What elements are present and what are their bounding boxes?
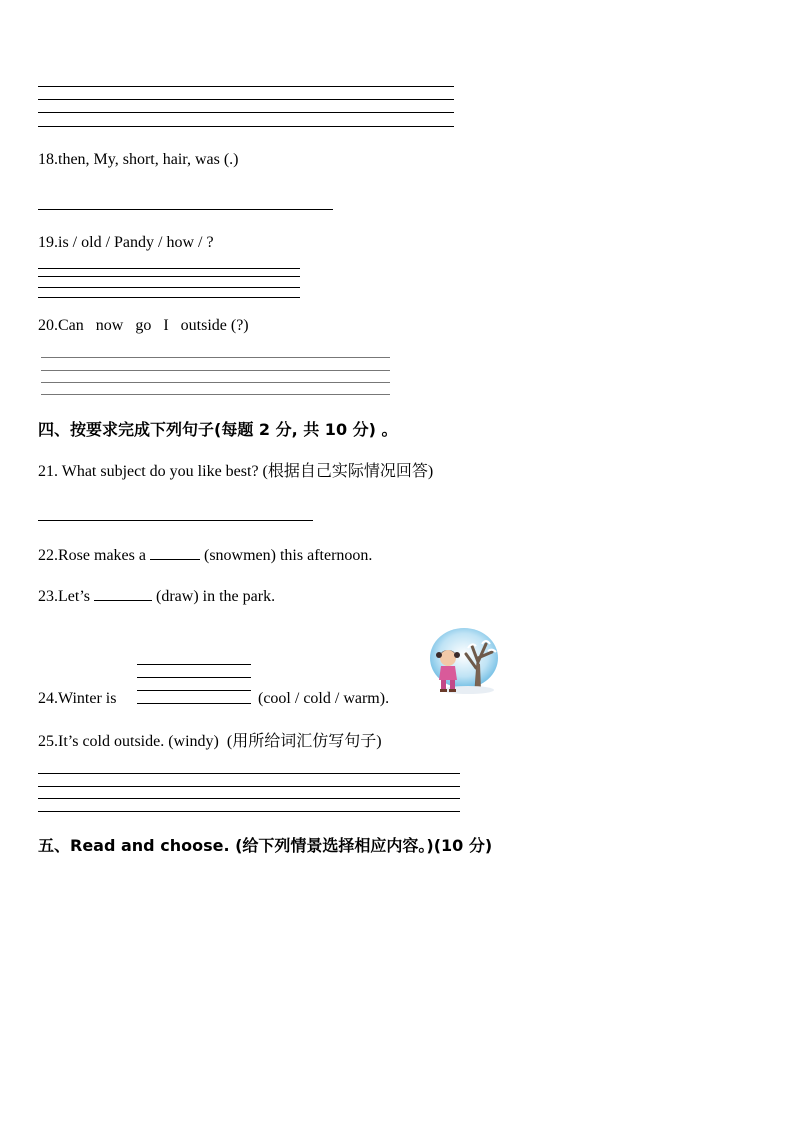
question-22-text: 22.Rose makes a	[38, 547, 150, 564]
question-23-text: 23.Let’s	[38, 588, 94, 605]
answer-line-24[interactable]	[137, 664, 251, 665]
answer-line	[38, 86, 454, 87]
girl-winter-tree-icon	[420, 628, 500, 696]
question-21: 21. What subject do you like best? (根据自己实际情况回答)	[38, 463, 434, 480]
answer-line-20[interactable]	[41, 370, 390, 371]
question-18: 18.then, My, short, hair, was (.)	[38, 151, 239, 168]
question-22	[38, 545, 372, 566]
answer-line-24[interactable]	[137, 690, 251, 691]
answer-line-25[interactable]	[38, 811, 460, 812]
answer-line-20[interactable]	[41, 394, 390, 395]
section-four-heading: 四、按要求完成下列句子(每题 2 分, 共 10 分) 。	[38, 420, 398, 439]
answer-line-24[interactable]	[137, 677, 251, 678]
blank-23[interactable]	[94, 586, 152, 601]
answer-line-19[interactable]	[38, 268, 300, 269]
answer-line	[38, 112, 454, 113]
question-25: 25.It’s cold outside. (windy) (用所给词汇仿写句子)	[38, 733, 382, 750]
question-20: 20.Can now go I outside (?)	[38, 317, 249, 334]
question-22-text-end: (snowmen) this afternoon.	[199, 547, 373, 564]
question-19: 19.is / old / Pandy / how / ?	[38, 234, 214, 251]
answer-line-18[interactable]	[38, 209, 333, 210]
blank-22[interactable]	[150, 545, 200, 560]
answer-line-20[interactable]	[41, 382, 390, 383]
answer-line-19[interactable]	[38, 276, 300, 277]
question-23-text-end: (draw) in the park.	[152, 588, 276, 605]
question-24: 24.Winter is	[38, 690, 117, 707]
answer-line-25[interactable]	[38, 786, 460, 787]
section-five-heading: 五、Read and choose. (给下列情景选择相应内容。)(10 分)	[38, 836, 493, 855]
answer-line	[38, 126, 454, 127]
answer-line-25[interactable]	[38, 773, 460, 774]
answer-line-21[interactable]	[38, 520, 313, 521]
answer-line-19[interactable]	[38, 297, 300, 298]
question-24-options: (cool / cold / warm).	[258, 690, 390, 707]
answer-line-25[interactable]	[38, 798, 460, 799]
question-23	[38, 586, 275, 607]
answer-line-24[interactable]	[137, 703, 251, 704]
answer-line-20[interactable]	[41, 357, 390, 358]
answer-line-19[interactable]	[38, 287, 300, 288]
answer-line	[38, 99, 454, 100]
